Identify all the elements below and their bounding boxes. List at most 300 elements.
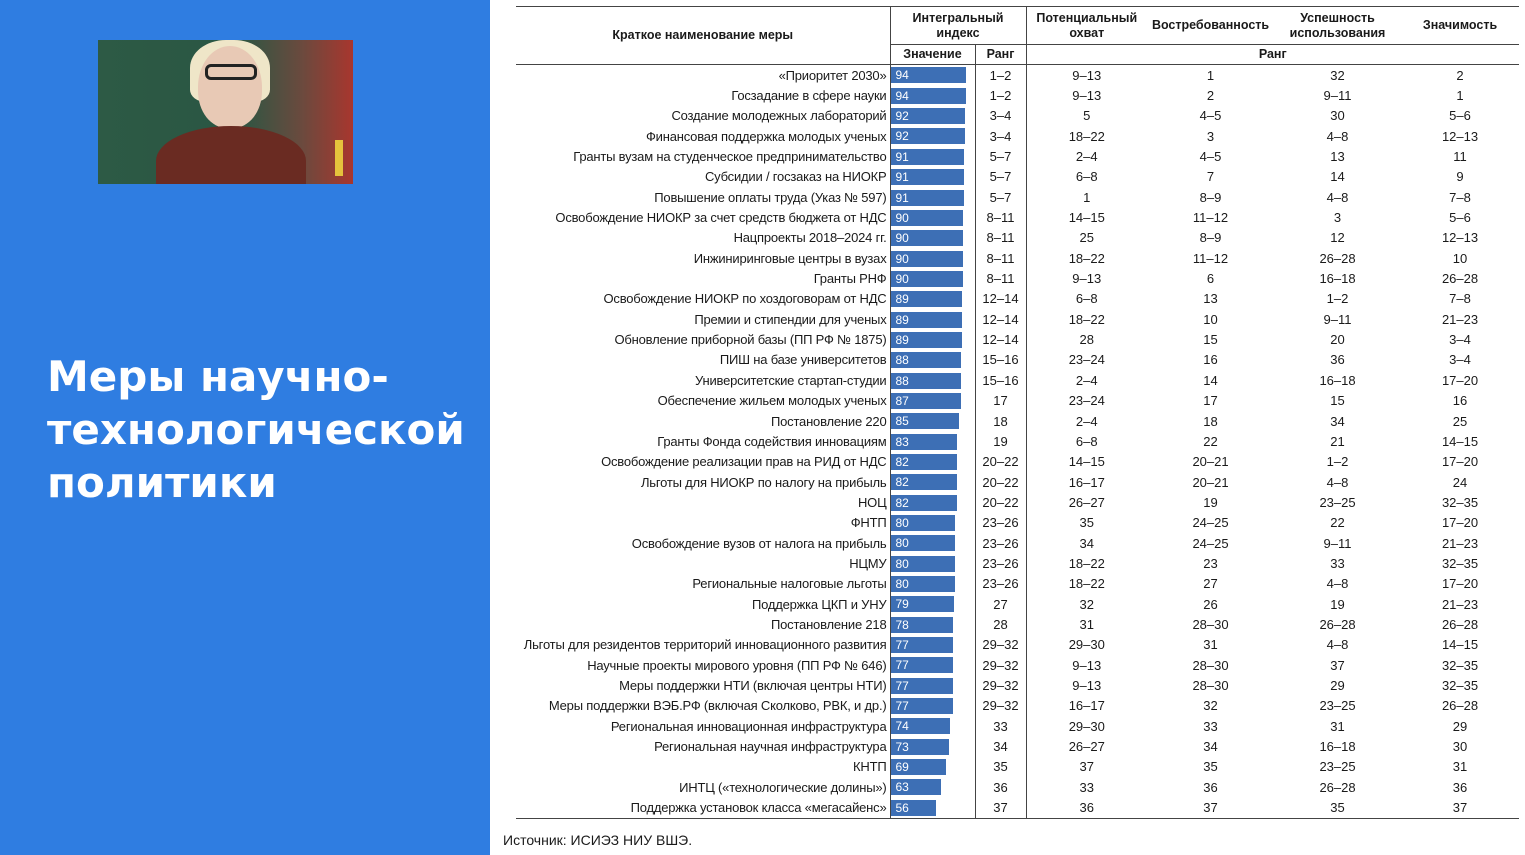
coverage-rank: 14–15 xyxy=(1026,207,1147,227)
index-value xyxy=(890,370,975,390)
demand-rank: 35 xyxy=(1203,759,1218,775)
index-rank: 8–11 xyxy=(975,268,1026,288)
index-rank: 17 xyxy=(975,391,1026,411)
table-row xyxy=(516,655,1519,675)
index-value-bar: 91 xyxy=(891,190,964,206)
measure-name: Освобождение НИОКР за счет средств бюджета от НДС xyxy=(555,210,887,226)
success-rank: 4–8 xyxy=(1326,128,1349,144)
index-rank: 5–7 xyxy=(975,187,1026,207)
index-value-bar: 90 xyxy=(891,251,963,267)
success-rank: 37 xyxy=(1330,657,1345,673)
table-row xyxy=(516,350,1519,370)
measure-name: Региональные налоговые льготы xyxy=(692,576,887,592)
table-row xyxy=(516,411,1519,431)
significance-rank: 11 xyxy=(1453,149,1467,165)
coverage-rank: 18–22 xyxy=(1026,574,1147,594)
index-value xyxy=(890,146,975,166)
success-rank: 23–25 xyxy=(1319,494,1356,510)
index-rank: 8–11 xyxy=(975,207,1026,227)
success-rank: 4–8 xyxy=(1326,637,1349,653)
index-value xyxy=(890,411,975,431)
success-rank: 3 xyxy=(1333,210,1342,226)
index-value-bar: 77 xyxy=(891,678,953,694)
success-rank: 16–18 xyxy=(1319,739,1356,755)
coverage-rank: 31 xyxy=(1026,614,1147,634)
index-value-bar: 69 xyxy=(891,759,946,775)
table-row xyxy=(516,431,1519,451)
significance-rank: 7–8 xyxy=(1449,291,1471,307)
significance-rank: 29 xyxy=(1452,718,1468,734)
table-row xyxy=(516,574,1519,594)
success-rank: 15 xyxy=(1330,393,1345,409)
coverage-rank: 16–17 xyxy=(1026,472,1147,492)
index-rank: 34 xyxy=(975,736,1026,756)
table-row xyxy=(516,207,1519,227)
demand-rank: 16 xyxy=(1203,352,1218,368)
index-value xyxy=(890,777,975,797)
measure-name: Поддержка установок класса «мегасайенс» xyxy=(630,800,887,816)
measure-name: Нацпроекты 2018–2024 гг. xyxy=(733,230,887,246)
demand-rank: 28–30 xyxy=(1192,677,1229,693)
coverage-rank: 9–13 xyxy=(1026,675,1147,695)
success-rank: 35 xyxy=(1330,800,1345,816)
index-rank: 36 xyxy=(975,777,1026,797)
demand-rank: 18 xyxy=(1203,413,1218,429)
success-rank: 34 xyxy=(1330,413,1345,429)
success-rank: 26–28 xyxy=(1319,616,1356,632)
index-value xyxy=(890,431,975,451)
index-value xyxy=(890,309,975,329)
index-value xyxy=(890,675,975,695)
significance-rank: 9 xyxy=(1456,169,1464,185)
index-rank: 3–4 xyxy=(975,106,1026,126)
coverage-rank: 16–17 xyxy=(1026,696,1147,716)
index-value-bar: 87 xyxy=(891,393,961,409)
significance-rank: 14–15 xyxy=(1441,433,1479,449)
table-row xyxy=(516,635,1519,655)
significance-rank: 31 xyxy=(1452,759,1468,775)
success-rank: 16–18 xyxy=(1319,271,1356,287)
demand-rank: 23 xyxy=(1203,555,1218,571)
index-value xyxy=(890,533,975,553)
significance-rank: 17–20 xyxy=(1441,515,1479,531)
index-value-bar: 89 xyxy=(891,291,962,307)
demand-rank: 31 xyxy=(1203,637,1218,653)
index-rank: 29–32 xyxy=(975,696,1026,716)
index-value xyxy=(890,85,975,105)
coverage-rank: 18–22 xyxy=(1026,309,1147,329)
index-value-bar: 85 xyxy=(891,413,959,429)
index-value xyxy=(890,574,975,594)
coverage-rank: 6–8 xyxy=(1026,431,1147,451)
index-value-bar: 80 xyxy=(891,576,955,592)
index-value-bar: 92 xyxy=(891,108,965,124)
demand-rank: 13 xyxy=(1203,291,1218,307)
index-rank: 8–11 xyxy=(975,248,1026,268)
coverage-rank: 23–24 xyxy=(1026,350,1147,370)
index-value xyxy=(890,228,975,248)
index-rank: 29–32 xyxy=(975,655,1026,675)
significance-rank: 36 xyxy=(1452,779,1468,795)
table-row xyxy=(516,716,1519,736)
demand-rank: 11–12 xyxy=(1192,210,1229,226)
index-value xyxy=(890,553,975,573)
measure-name: ФНТП xyxy=(850,515,887,531)
slide-title-line-2: технологической xyxy=(47,405,465,454)
index-value xyxy=(890,207,975,227)
table-row xyxy=(516,696,1519,716)
significance-rank: 32–35 xyxy=(1441,677,1479,693)
demand-rank: 4–5 xyxy=(1199,108,1222,124)
measure-name: Постановление 218 xyxy=(770,616,887,632)
measure-name: ПИШ на базе университетов xyxy=(719,352,887,368)
demand-rank: 33 xyxy=(1203,718,1218,734)
header-integral-index: Интегральный индекс xyxy=(890,7,1026,45)
index-value-bar: 82 xyxy=(891,474,957,490)
table-row xyxy=(516,268,1519,288)
success-rank: 4–8 xyxy=(1326,576,1349,592)
demand-rank: 11–12 xyxy=(1192,250,1229,266)
coverage-rank: 29–30 xyxy=(1026,716,1147,736)
index-value-bar: 77 xyxy=(891,698,953,714)
table-row xyxy=(516,85,1519,105)
source-note: Источник: ИСИЭЗ НИУ ВШЭ. xyxy=(503,832,693,848)
measures-table-container xyxy=(516,6,1519,819)
coverage-rank: 2–4 xyxy=(1026,370,1147,390)
index-value-bar: 74 xyxy=(891,718,950,734)
success-rank: 26–28 xyxy=(1319,779,1356,795)
index-value xyxy=(890,248,975,268)
measure-name: Гранты Фонда содействия инновациям xyxy=(657,433,887,449)
index-value xyxy=(890,635,975,655)
success-rank: 23–25 xyxy=(1319,759,1356,775)
speaker-body xyxy=(156,126,306,184)
index-rank: 20–22 xyxy=(975,492,1026,512)
index-rank: 8–11 xyxy=(975,228,1026,248)
coverage-rank: 29–30 xyxy=(1026,635,1147,655)
significance-rank: 37 xyxy=(1452,800,1468,816)
coverage-rank: 34 xyxy=(1026,533,1147,553)
coverage-rank: 1 xyxy=(1026,187,1147,207)
coverage-rank: 26–27 xyxy=(1026,736,1147,756)
success-rank: 36 xyxy=(1330,352,1345,368)
index-value xyxy=(890,594,975,614)
header-name: Краткое наименование меры xyxy=(516,7,890,65)
success-rank: 4–8 xyxy=(1326,474,1349,490)
table-row xyxy=(516,391,1519,411)
measure-name: Инжиниринговые центры в вузах xyxy=(693,250,887,266)
index-value-bar: 88 xyxy=(891,352,961,368)
significance-rank: 1 xyxy=(1456,88,1464,104)
index-value-bar: 88 xyxy=(891,373,961,389)
coverage-rank: 2–4 xyxy=(1026,411,1147,431)
measure-name: Обеспечение жильем молодых ученых xyxy=(657,393,887,409)
coverage-rank: 9–13 xyxy=(1026,85,1147,105)
table-row xyxy=(516,370,1519,390)
significance-rank: 26–28 xyxy=(1441,271,1479,287)
header-rank-group: Ранг xyxy=(1026,45,1519,65)
table-row xyxy=(516,228,1519,248)
index-rank: 27 xyxy=(975,594,1026,614)
demand-rank: 28–30 xyxy=(1192,657,1229,673)
success-rank: 12 xyxy=(1330,230,1345,246)
index-value xyxy=(890,350,975,370)
significance-rank: 12–13 xyxy=(1441,230,1479,246)
index-value xyxy=(890,187,975,207)
table-row xyxy=(516,533,1519,553)
slide-title-line-3: политики xyxy=(47,458,277,507)
demand-rank: 26 xyxy=(1203,596,1218,612)
measure-name: Льготы для НИОКР по налогу на прибыль xyxy=(640,474,887,490)
table-row xyxy=(516,452,1519,472)
demand-rank: 17 xyxy=(1203,393,1218,409)
success-rank: 30 xyxy=(1330,108,1345,124)
measure-name: КНТП xyxy=(853,759,887,775)
demand-rank: 4–5 xyxy=(1199,149,1222,165)
measure-name: Освобождение вузов от налога на прибыль xyxy=(631,535,887,551)
table-row xyxy=(516,553,1519,573)
demand-rank: 24–25 xyxy=(1192,515,1229,531)
demand-rank: 20–21 xyxy=(1192,474,1229,490)
demand-rank: 34 xyxy=(1203,739,1218,755)
header-significance: Значимость xyxy=(1422,18,1498,32)
success-rank: 22 xyxy=(1330,515,1345,531)
significance-rank: 32–35 xyxy=(1441,555,1479,571)
index-value-bar: 77 xyxy=(891,637,953,653)
significance-rank: 30 xyxy=(1452,739,1468,755)
index-rank: 23–26 xyxy=(975,533,1026,553)
table-row xyxy=(516,106,1519,126)
index-value xyxy=(890,614,975,634)
index-value-bar: 78 xyxy=(891,617,953,633)
measure-name: Региональная инновационная инфраструктура xyxy=(610,718,887,734)
index-value xyxy=(890,716,975,736)
significance-rank: 10 xyxy=(1452,250,1468,266)
success-rank: 19 xyxy=(1330,596,1345,612)
slide-title-line-1: Меры научно- xyxy=(47,352,389,401)
measure-name: Постановление 220 xyxy=(770,413,887,429)
index-rank: 20–22 xyxy=(975,472,1026,492)
index-value xyxy=(890,391,975,411)
measure-name: Поддержка ЦКП и УНУ xyxy=(751,596,887,612)
header-demand: Востребованность xyxy=(1151,18,1270,32)
measure-name: Освобождение реализации прав на РИД от НДС xyxy=(601,454,887,470)
index-value-bar: 89 xyxy=(891,312,962,328)
success-rank: 21 xyxy=(1330,433,1345,449)
coverage-rank: 9–13 xyxy=(1026,65,1147,86)
measure-name: «Приоритет 2030» xyxy=(778,67,887,83)
index-rank: 5–7 xyxy=(975,167,1026,187)
measure-name: Региональная научная инфраструктура xyxy=(654,739,887,755)
index-rank: 35 xyxy=(975,757,1026,777)
index-value xyxy=(890,65,975,86)
index-value xyxy=(890,513,975,533)
coverage-rank: 33 xyxy=(1026,777,1147,797)
coverage-rank: 36 xyxy=(1026,797,1147,818)
significance-rank: 5–6 xyxy=(1449,108,1471,124)
table-row xyxy=(516,472,1519,492)
coverage-rank: 23–24 xyxy=(1026,391,1147,411)
index-value-bar: 94 xyxy=(891,67,966,83)
index-value xyxy=(890,126,975,146)
significance-rank: 32–35 xyxy=(1441,657,1479,673)
table-row xyxy=(516,167,1519,187)
success-rank: 33 xyxy=(1330,555,1345,571)
index-value-bar: 80 xyxy=(891,556,955,572)
header-coverage: Потенциальный охват xyxy=(1026,7,1147,45)
measure-name: Университетские стартап-студии xyxy=(695,372,887,388)
header-success: Успешность использования xyxy=(1289,10,1386,40)
index-value-bar: 90 xyxy=(891,210,963,226)
index-rank: 23–26 xyxy=(975,553,1026,573)
table-row xyxy=(516,248,1519,268)
success-rank: 9–11 xyxy=(1323,88,1352,104)
measure-name: Льготы для резидентов территорий инновационного развития xyxy=(523,637,887,653)
table-row xyxy=(516,757,1519,777)
measure-name: Меры поддержки НТИ (включая центры НТИ) xyxy=(619,677,887,693)
index-value-bar: 80 xyxy=(891,515,955,531)
success-rank: 9–11 xyxy=(1323,311,1352,327)
index-value xyxy=(890,736,975,756)
significance-rank: 17–20 xyxy=(1441,454,1479,470)
index-rank: 19 xyxy=(975,431,1026,451)
significance-rank: 24 xyxy=(1452,474,1468,490)
measure-name: НЦМУ xyxy=(849,555,887,571)
slide-title xyxy=(47,350,467,509)
table-row xyxy=(516,513,1519,533)
index-rank: 29–32 xyxy=(975,635,1026,655)
demand-rank: 2 xyxy=(1206,88,1215,104)
index-value xyxy=(890,472,975,492)
success-rank: 20 xyxy=(1330,332,1345,348)
demand-rank: 6 xyxy=(1206,271,1215,287)
demand-rank: 8–9 xyxy=(1199,189,1222,205)
table-row xyxy=(516,492,1519,512)
measure-name: ИНТЦ («технологические долины») xyxy=(679,779,887,795)
measure-name: Освобождение НИОКР по хоздоговорам от НДС xyxy=(603,291,887,307)
index-rank: 20–22 xyxy=(975,452,1026,472)
success-rank: 1–2 xyxy=(1326,454,1349,470)
measure-name: Повышение оплаты труда (Указ № 597) xyxy=(654,189,887,205)
significance-rank: 3–4 xyxy=(1449,352,1471,368)
index-rank: 1–2 xyxy=(975,65,1026,86)
coverage-rank: 32 xyxy=(1026,594,1147,614)
significance-rank: 17–20 xyxy=(1441,372,1479,388)
significance-rank: 2 xyxy=(1456,67,1464,83)
measure-name: Гранты РНФ xyxy=(813,271,887,287)
coverage-rank: 28 xyxy=(1026,329,1147,349)
coverage-rank: 18–22 xyxy=(1026,553,1147,573)
success-rank: 4–8 xyxy=(1326,189,1349,205)
significance-rank: 12–13 xyxy=(1441,128,1479,144)
success-rank: 32 xyxy=(1330,67,1345,83)
success-rank: 29 xyxy=(1330,677,1345,693)
index-value xyxy=(890,452,975,472)
table-row xyxy=(516,65,1519,86)
index-rank: 5–7 xyxy=(975,146,1026,166)
demand-rank: 27 xyxy=(1203,576,1218,592)
index-value xyxy=(890,655,975,675)
index-value-bar: 63 xyxy=(891,779,941,795)
significance-rank: 14–15 xyxy=(1441,637,1479,653)
significance-rank: 26–28 xyxy=(1441,698,1479,714)
measure-name: Создание молодежных лабораторий xyxy=(671,108,887,124)
significance-rank: 21–23 xyxy=(1441,535,1479,551)
background-object xyxy=(335,140,343,176)
coverage-rank: 2–4 xyxy=(1026,146,1147,166)
speaker-video-thumbnail xyxy=(98,40,353,184)
index-value xyxy=(890,757,975,777)
measure-name: Гранты вузам на студенческое предпринимательство xyxy=(573,149,887,165)
significance-rank: 7–8 xyxy=(1449,189,1471,205)
index-value xyxy=(890,106,975,126)
coverage-rank: 18–22 xyxy=(1026,248,1147,268)
demand-rank: 28–30 xyxy=(1192,616,1229,632)
index-rank: 28 xyxy=(975,614,1026,634)
significance-rank: 16 xyxy=(1452,393,1468,409)
table-row xyxy=(516,797,1519,818)
index-value xyxy=(890,797,975,818)
index-rank: 37 xyxy=(975,797,1026,818)
demand-rank: 7 xyxy=(1206,169,1215,185)
success-rank: 14 xyxy=(1330,169,1345,185)
table-row xyxy=(516,329,1519,349)
index-value xyxy=(890,696,975,716)
significance-rank: 3–4 xyxy=(1449,332,1471,348)
index-value xyxy=(890,167,975,187)
coverage-rank: 6–8 xyxy=(1026,289,1147,309)
index-rank: 15–16 xyxy=(975,350,1026,370)
demand-rank: 32 xyxy=(1203,698,1218,714)
demand-rank: 3 xyxy=(1206,128,1215,144)
index-rank: 12–14 xyxy=(975,309,1026,329)
demand-rank: 10 xyxy=(1203,311,1218,327)
table-row xyxy=(516,146,1519,166)
coverage-rank: 14–15 xyxy=(1026,452,1147,472)
index-value-bar: 79 xyxy=(891,596,954,612)
measure-name: Госзадание в сфере науки xyxy=(731,88,887,104)
demand-rank: 37 xyxy=(1203,800,1218,816)
index-value-bar: 91 xyxy=(891,169,964,185)
table-row xyxy=(516,126,1519,146)
significance-rank: 21–23 xyxy=(1441,311,1479,327)
index-rank: 33 xyxy=(975,716,1026,736)
index-rank: 12–14 xyxy=(975,329,1026,349)
measure-name: Субсидии / госзаказ на НИОКР xyxy=(704,169,887,185)
success-rank: 26–28 xyxy=(1319,250,1356,266)
coverage-rank: 35 xyxy=(1026,513,1147,533)
index-value-bar: 92 xyxy=(891,128,965,144)
measure-name: Премии и стипендии для ученых xyxy=(694,311,887,327)
index-rank: 15–16 xyxy=(975,370,1026,390)
table-row xyxy=(516,594,1519,614)
demand-rank: 1 xyxy=(1206,67,1215,83)
measure-name: Научные проекты мирового уровня (ПП РФ № 646) xyxy=(587,657,887,673)
demand-rank: 8–9 xyxy=(1199,230,1222,246)
table-row xyxy=(516,187,1519,207)
table-row xyxy=(516,614,1519,634)
demand-rank: 24–25 xyxy=(1192,535,1229,551)
success-rank: 1–2 xyxy=(1326,291,1349,307)
demand-rank: 36 xyxy=(1203,779,1218,795)
coverage-rank: 9–13 xyxy=(1026,268,1147,288)
index-rank: 3–4 xyxy=(975,126,1026,146)
table-row xyxy=(516,309,1519,329)
coverage-rank: 18–22 xyxy=(1026,126,1147,146)
coverage-rank: 26–27 xyxy=(1026,492,1147,512)
speaker-face xyxy=(198,46,262,128)
significance-rank: 25 xyxy=(1452,413,1468,429)
